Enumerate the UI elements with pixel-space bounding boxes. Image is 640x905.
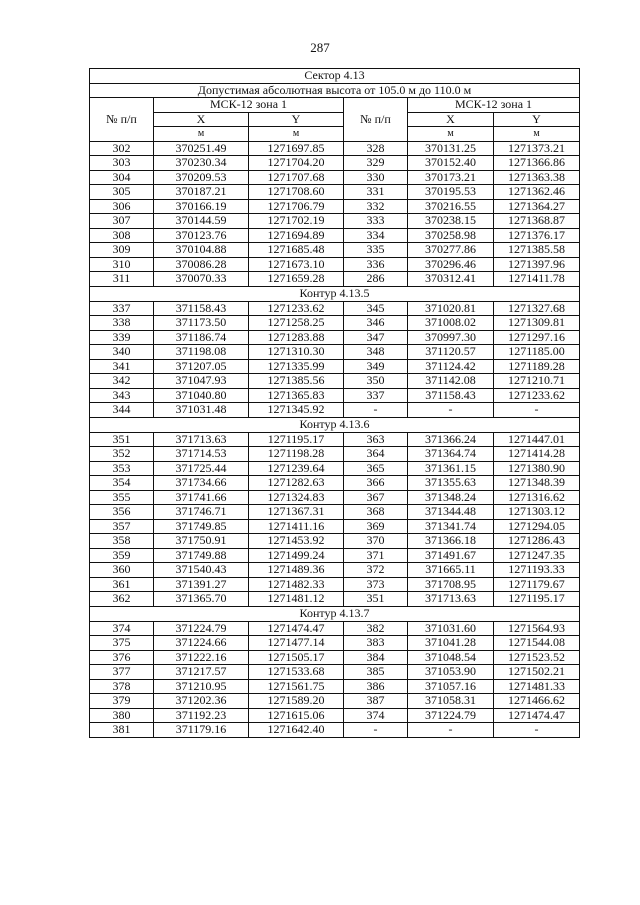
- cell-x-left: 371734.66: [154, 476, 249, 491]
- cell-x-left: 371210.95: [154, 679, 249, 694]
- cell-x-left: 370166.19: [154, 199, 249, 214]
- table-row: [90, 403, 580, 418]
- cell-num-right: 382: [344, 621, 408, 636]
- cell-y-left: 1271685.48: [249, 243, 344, 258]
- table-row: [90, 650, 580, 665]
- cell-x-right: 370997.30: [408, 330, 494, 345]
- cell-num-right: 385: [344, 665, 408, 680]
- cell-x-left: 371173.50: [154, 316, 249, 331]
- table-row: [90, 636, 580, 651]
- cell-y-left: 1271505.17: [249, 650, 344, 665]
- right-x-header: X: [408, 112, 494, 127]
- cell-x-right: 371708.95: [408, 577, 494, 592]
- cell-y-left: 1271702.19: [249, 214, 344, 229]
- table-row: [90, 156, 580, 171]
- cell-y-left: 1271481.12: [249, 592, 344, 607]
- section-title: Контур 4.13.5: [90, 286, 580, 301]
- cell-x-left: 371365.70: [154, 592, 249, 607]
- cell-y-right: 1271373.21: [494, 141, 580, 156]
- sector-title: Сектор 4.13: [90, 69, 580, 84]
- cell-y-left: 1271589.20: [249, 694, 344, 709]
- cell-x-left: 371040.80: [154, 388, 249, 403]
- cell-num-right: 373: [344, 577, 408, 592]
- cell-num-right: 366: [344, 476, 408, 491]
- section-title: Контур 4.13.6: [90, 417, 580, 432]
- table-row: [90, 476, 580, 491]
- table-row: [90, 330, 580, 345]
- cell-num-left: 341: [90, 359, 154, 374]
- cell-x-left: 370251.49: [154, 141, 249, 156]
- left-num-header: № п/п: [90, 98, 154, 142]
- table-row: [90, 272, 580, 287]
- cell-num-left: 352: [90, 447, 154, 462]
- cell-y-left: 1271642.40: [249, 723, 344, 738]
- cell-y-left: 1271533.68: [249, 665, 344, 680]
- cell-num-left: 374: [90, 621, 154, 636]
- cell-num-right: 384: [344, 650, 408, 665]
- cell-num-left: 308: [90, 228, 154, 243]
- cell-y-left: 1271673.10: [249, 257, 344, 272]
- cell-x-right: 371008.02: [408, 316, 494, 331]
- cell-num-left: 378: [90, 679, 154, 694]
- cell-num-right: 330: [344, 170, 408, 185]
- cell-num-right: 387: [344, 694, 408, 709]
- cell-num-right: 348: [344, 345, 408, 360]
- cell-num-left: 306: [90, 199, 154, 214]
- cell-x-right: 370131.25: [408, 141, 494, 156]
- cell-y-left: 1271561.75: [249, 679, 344, 694]
- cell-y-left: 1271258.25: [249, 316, 344, 331]
- cell-x-right: 371142.08: [408, 374, 494, 389]
- cell-num-right: 364: [344, 447, 408, 462]
- cell-num-right: 329: [344, 156, 408, 171]
- table-row: [90, 548, 580, 563]
- cell-y-right: 1271385.58: [494, 243, 580, 258]
- cell-num-right: 368: [344, 505, 408, 520]
- cell-num-left: 353: [90, 461, 154, 476]
- right-system-header: МСК-12 зона 1: [408, 98, 580, 113]
- cell-x-right: 370258.98: [408, 228, 494, 243]
- cell-x-left: 371224.79: [154, 621, 249, 636]
- cell-y-right: 1271411.78: [494, 272, 580, 287]
- table-row: [90, 185, 580, 200]
- table-row: [90, 199, 580, 214]
- cell-x-right: -: [408, 403, 494, 418]
- cell-x-right: 370277.86: [408, 243, 494, 258]
- table-row: [90, 679, 580, 694]
- cell-num-left: 359: [90, 548, 154, 563]
- cell-x-right: 371057.16: [408, 679, 494, 694]
- cell-num-right: 332: [344, 199, 408, 214]
- cell-y-right: 1271348.39: [494, 476, 580, 491]
- cell-num-right: 351: [344, 592, 408, 607]
- cell-y-left: 1271704.20: [249, 156, 344, 171]
- cell-x-right: 371031.60: [408, 621, 494, 636]
- cell-num-left: 309: [90, 243, 154, 258]
- cell-x-right: 371364.74: [408, 447, 494, 462]
- cell-num-right: 371: [344, 548, 408, 563]
- cell-y-left: 1271345.92: [249, 403, 344, 418]
- cell-y-left: 1271385.56: [249, 374, 344, 389]
- cell-x-left: 371746.71: [154, 505, 249, 520]
- section-title-row: [90, 417, 580, 432]
- cell-num-left: 351: [90, 432, 154, 447]
- cell-y-right: 1271564.93: [494, 621, 580, 636]
- cell-x-left: 371224.66: [154, 636, 249, 651]
- table-row: [90, 621, 580, 636]
- cell-y-right: -: [494, 403, 580, 418]
- cell-num-right: 331: [344, 185, 408, 200]
- cell-x-left: 371725.44: [154, 461, 249, 476]
- cell-x-right: 371053.90: [408, 665, 494, 680]
- cell-x-left: 371179.16: [154, 723, 249, 738]
- cell-x-right: -: [408, 723, 494, 738]
- cell-y-right: 1271185.00: [494, 345, 580, 360]
- table-row: [90, 170, 580, 185]
- cell-num-right: 347: [344, 330, 408, 345]
- cell-y-right: 1271447.01: [494, 432, 580, 447]
- cell-x-right: 370238.15: [408, 214, 494, 229]
- cell-num-left: 307: [90, 214, 154, 229]
- cell-x-left: 371540.43: [154, 563, 249, 578]
- cell-y-left: 1271335.99: [249, 359, 344, 374]
- table-row: [90, 228, 580, 243]
- cell-x-right: 371355.63: [408, 476, 494, 491]
- table-row: [90, 563, 580, 578]
- cell-num-left: 304: [90, 170, 154, 185]
- table-row: [90, 316, 580, 331]
- cell-y-right: 1271210.71: [494, 374, 580, 389]
- table-row: [90, 374, 580, 389]
- cell-num-left: 344: [90, 403, 154, 418]
- cell-x-left: 371186.74: [154, 330, 249, 345]
- cell-x-right: 370216.55: [408, 199, 494, 214]
- cell-num-right: 367: [344, 490, 408, 505]
- cell-x-left: 371713.63: [154, 432, 249, 447]
- cell-y-right: 1271523.52: [494, 650, 580, 665]
- cell-x-left: 370187.21: [154, 185, 249, 200]
- cell-num-left: 380: [90, 708, 154, 723]
- cell-y-right: 1271364.27: [494, 199, 580, 214]
- cell-y-right: 1271247.35: [494, 548, 580, 563]
- cell-x-left: 371222.16: [154, 650, 249, 665]
- cell-num-left: 343: [90, 388, 154, 403]
- cell-num-right: 346: [344, 316, 408, 331]
- cell-num-left: 360: [90, 563, 154, 578]
- section-title: Контур 4.13.7: [90, 606, 580, 621]
- table-row: [90, 432, 580, 447]
- cell-y-right: 1271189.28: [494, 359, 580, 374]
- right-y-unit: м: [494, 127, 580, 142]
- cell-x-right: 370173.21: [408, 170, 494, 185]
- cell-y-right: 1271195.17: [494, 592, 580, 607]
- cell-y-left: 1271310.30: [249, 345, 344, 360]
- cell-num-right: -: [344, 723, 408, 738]
- table-row: [90, 345, 580, 360]
- cell-y-right: 1271376.17: [494, 228, 580, 243]
- cell-num-left: 354: [90, 476, 154, 491]
- table-row: [90, 388, 580, 403]
- cell-y-right: 1271366.86: [494, 156, 580, 171]
- cell-y-right: 1271193.33: [494, 563, 580, 578]
- cell-num-left: 356: [90, 505, 154, 520]
- left-y-unit: м: [249, 127, 344, 142]
- cell-x-left: 371047.93: [154, 374, 249, 389]
- cell-y-left: 1271482.33: [249, 577, 344, 592]
- cell-y-left: 1271367.31: [249, 505, 344, 520]
- table-row: [90, 447, 580, 462]
- cell-y-right: 1271309.81: [494, 316, 580, 331]
- cell-x-left: 370123.76: [154, 228, 249, 243]
- table-row: [90, 490, 580, 505]
- cell-y-left: 1271283.88: [249, 330, 344, 345]
- table-row: [90, 592, 580, 607]
- cell-num-left: 379: [90, 694, 154, 709]
- cell-y-left: 1271706.79: [249, 199, 344, 214]
- cell-y-left: 1271477.14: [249, 636, 344, 651]
- cell-x-left: 371031.48: [154, 403, 249, 418]
- cell-x-right: 371020.81: [408, 301, 494, 316]
- cell-num-right: 336: [344, 257, 408, 272]
- table-row: [90, 534, 580, 549]
- table-row: [90, 694, 580, 709]
- cell-x-left: 370086.28: [154, 257, 249, 272]
- cell-x-right: 371665.11: [408, 563, 494, 578]
- cell-num-right: 370: [344, 534, 408, 549]
- cell-y-left: 1271365.83: [249, 388, 344, 403]
- cell-y-left: 1271659.28: [249, 272, 344, 287]
- height-range: Допустимая абсолютная высота от 105.0 м до 110.0 м: [90, 83, 580, 98]
- table-row: [90, 577, 580, 592]
- cell-num-left: 311: [90, 272, 154, 287]
- cell-num-right: 334: [344, 228, 408, 243]
- left-system-header: МСК-12 зона 1: [154, 98, 344, 113]
- cell-x-left: 371202.36: [154, 694, 249, 709]
- cell-num-right: 328: [344, 141, 408, 156]
- cell-y-left: 1271499.24: [249, 548, 344, 563]
- cell-x-right: 371361.15: [408, 461, 494, 476]
- cell-y-right: 1271380.90: [494, 461, 580, 476]
- cell-x-left: 371749.88: [154, 548, 249, 563]
- cell-y-right: 1271363.38: [494, 170, 580, 185]
- cell-num-right: 363: [344, 432, 408, 447]
- cell-y-left: 1271453.92: [249, 534, 344, 549]
- cell-num-left: 342: [90, 374, 154, 389]
- cell-x-right: 371713.63: [408, 592, 494, 607]
- cell-y-right: 1271316.62: [494, 490, 580, 505]
- table-row: [90, 519, 580, 534]
- cell-y-right: 1271233.62: [494, 388, 580, 403]
- cell-num-left: 355: [90, 490, 154, 505]
- cell-x-left: 370104.88: [154, 243, 249, 258]
- cell-y-right: 1271397.96: [494, 257, 580, 272]
- cell-num-left: 377: [90, 665, 154, 680]
- cell-num-left: 303: [90, 156, 154, 171]
- cell-num-right: 372: [344, 563, 408, 578]
- cell-y-left: 1271198.28: [249, 447, 344, 462]
- cell-y-right: 1271481.33: [494, 679, 580, 694]
- cell-y-right: -: [494, 723, 580, 738]
- cell-num-right: 335: [344, 243, 408, 258]
- cell-x-right: 371224.79: [408, 708, 494, 723]
- cell-x-right: 371048.54: [408, 650, 494, 665]
- cell-y-left: 1271694.89: [249, 228, 344, 243]
- left-y-header: Y: [249, 112, 344, 127]
- cell-x-right: 370195.53: [408, 185, 494, 200]
- cell-y-right: 1271303.12: [494, 505, 580, 520]
- cell-num-left: 310: [90, 257, 154, 272]
- table-row: [90, 461, 580, 476]
- cell-y-left: 1271474.47: [249, 621, 344, 636]
- cell-num-right: 333: [344, 214, 408, 229]
- cell-num-left: 338: [90, 316, 154, 331]
- cell-y-right: 1271466.62: [494, 694, 580, 709]
- cell-num-right: 286: [344, 272, 408, 287]
- cell-y-right: 1271502.21: [494, 665, 580, 680]
- cell-num-right: 345: [344, 301, 408, 316]
- cell-y-left: 1271282.63: [249, 476, 344, 491]
- cell-x-right: 371366.18: [408, 534, 494, 549]
- cell-y-right: 1271544.08: [494, 636, 580, 651]
- cell-x-left: 371741.66: [154, 490, 249, 505]
- cell-y-right: 1271179.67: [494, 577, 580, 592]
- cell-y-right: 1271414.28: [494, 447, 580, 462]
- cell-num-right: 349: [344, 359, 408, 374]
- cell-y-left: 1271233.62: [249, 301, 344, 316]
- cell-y-right: 1271294.05: [494, 519, 580, 534]
- cell-y-left: 1271615.06: [249, 708, 344, 723]
- cell-x-right: 371348.24: [408, 490, 494, 505]
- cell-num-left: 339: [90, 330, 154, 345]
- right-y-header: Y: [494, 112, 580, 127]
- cell-x-right: 371344.48: [408, 505, 494, 520]
- table-body: [90, 141, 580, 737]
- cell-x-right: 371124.42: [408, 359, 494, 374]
- cell-x-left: 371749.85: [154, 519, 249, 534]
- cell-num-right: 386: [344, 679, 408, 694]
- right-num-header: № п/п: [344, 98, 408, 142]
- cell-y-left: 1271411.16: [249, 519, 344, 534]
- table-row: [90, 708, 580, 723]
- table-row: [90, 665, 580, 680]
- cell-x-right: 371366.24: [408, 432, 494, 447]
- cell-x-left: 371714.53: [154, 447, 249, 462]
- cell-x-right: 371120.57: [408, 345, 494, 360]
- table-row: [90, 723, 580, 738]
- cell-num-right: -: [344, 403, 408, 418]
- right-x-unit: м: [408, 127, 494, 142]
- cell-y-left: 1271697.85: [249, 141, 344, 156]
- cell-x-left: 371207.05: [154, 359, 249, 374]
- cell-num-right: 337: [344, 388, 408, 403]
- cell-y-left: 1271707.68: [249, 170, 344, 185]
- cell-y-left: 1271195.17: [249, 432, 344, 447]
- cell-x-left: 371192.23: [154, 708, 249, 723]
- cell-num-right: 350: [344, 374, 408, 389]
- cell-x-left: 370144.59: [154, 214, 249, 229]
- cell-num-right: 365: [344, 461, 408, 476]
- cell-x-left: 370070.33: [154, 272, 249, 287]
- cell-x-left: 371158.43: [154, 301, 249, 316]
- coordinates-table: [89, 68, 580, 738]
- cell-y-left: 1271324.83: [249, 490, 344, 505]
- table-row: [90, 214, 580, 229]
- cell-y-left: 1271708.60: [249, 185, 344, 200]
- cell-y-right: 1271286.43: [494, 534, 580, 549]
- left-x-header: X: [154, 112, 249, 127]
- cell-x-left: 371391.27: [154, 577, 249, 592]
- cell-num-left: 357: [90, 519, 154, 534]
- cell-num-right: 374: [344, 708, 408, 723]
- cell-x-right: 371341.74: [408, 519, 494, 534]
- table-row: [90, 141, 580, 156]
- cell-x-left: 371217.57: [154, 665, 249, 680]
- cell-num-left: 376: [90, 650, 154, 665]
- cell-num-left: 361: [90, 577, 154, 592]
- cell-y-right: 1271297.16: [494, 330, 580, 345]
- cell-x-left: 371198.08: [154, 345, 249, 360]
- cell-x-left: 370230.34: [154, 156, 249, 171]
- cell-y-right: 1271327.68: [494, 301, 580, 316]
- cell-x-right: 370296.46: [408, 257, 494, 272]
- cell-x-right: 371491.67: [408, 548, 494, 563]
- cell-num-left: 340: [90, 345, 154, 360]
- cell-y-right: 1271474.47: [494, 708, 580, 723]
- cell-num-left: 305: [90, 185, 154, 200]
- cell-num-left: 337: [90, 301, 154, 316]
- page-number: 287: [310, 40, 330, 55]
- section-title-row: [90, 606, 580, 621]
- cell-num-left: 302: [90, 141, 154, 156]
- cell-x-right: 370152.40: [408, 156, 494, 171]
- cell-y-left: 1271239.64: [249, 461, 344, 476]
- table-row: [90, 257, 580, 272]
- table-row: [90, 301, 580, 316]
- section-title-row: [90, 286, 580, 301]
- cell-num-right: 369: [344, 519, 408, 534]
- cell-num-left: 375: [90, 636, 154, 651]
- cell-x-left: 371750.91: [154, 534, 249, 549]
- cell-x-left: 370209.53: [154, 170, 249, 185]
- table-row: [90, 243, 580, 258]
- cell-x-right: 370312.41: [408, 272, 494, 287]
- cell-num-left: 381: [90, 723, 154, 738]
- table-row: [90, 359, 580, 374]
- table-row: [90, 505, 580, 520]
- cell-x-right: 371058.31: [408, 694, 494, 709]
- cell-y-right: 1271362.46: [494, 185, 580, 200]
- cell-x-right: 371041.28: [408, 636, 494, 651]
- cell-num-right: 383: [344, 636, 408, 651]
- cell-x-right: 371158.43: [408, 388, 494, 403]
- cell-y-left: 1271489.36: [249, 563, 344, 578]
- cell-num-left: 358: [90, 534, 154, 549]
- cell-y-right: 1271368.87: [494, 214, 580, 229]
- left-x-unit: м: [154, 127, 249, 142]
- cell-num-left: 362: [90, 592, 154, 607]
